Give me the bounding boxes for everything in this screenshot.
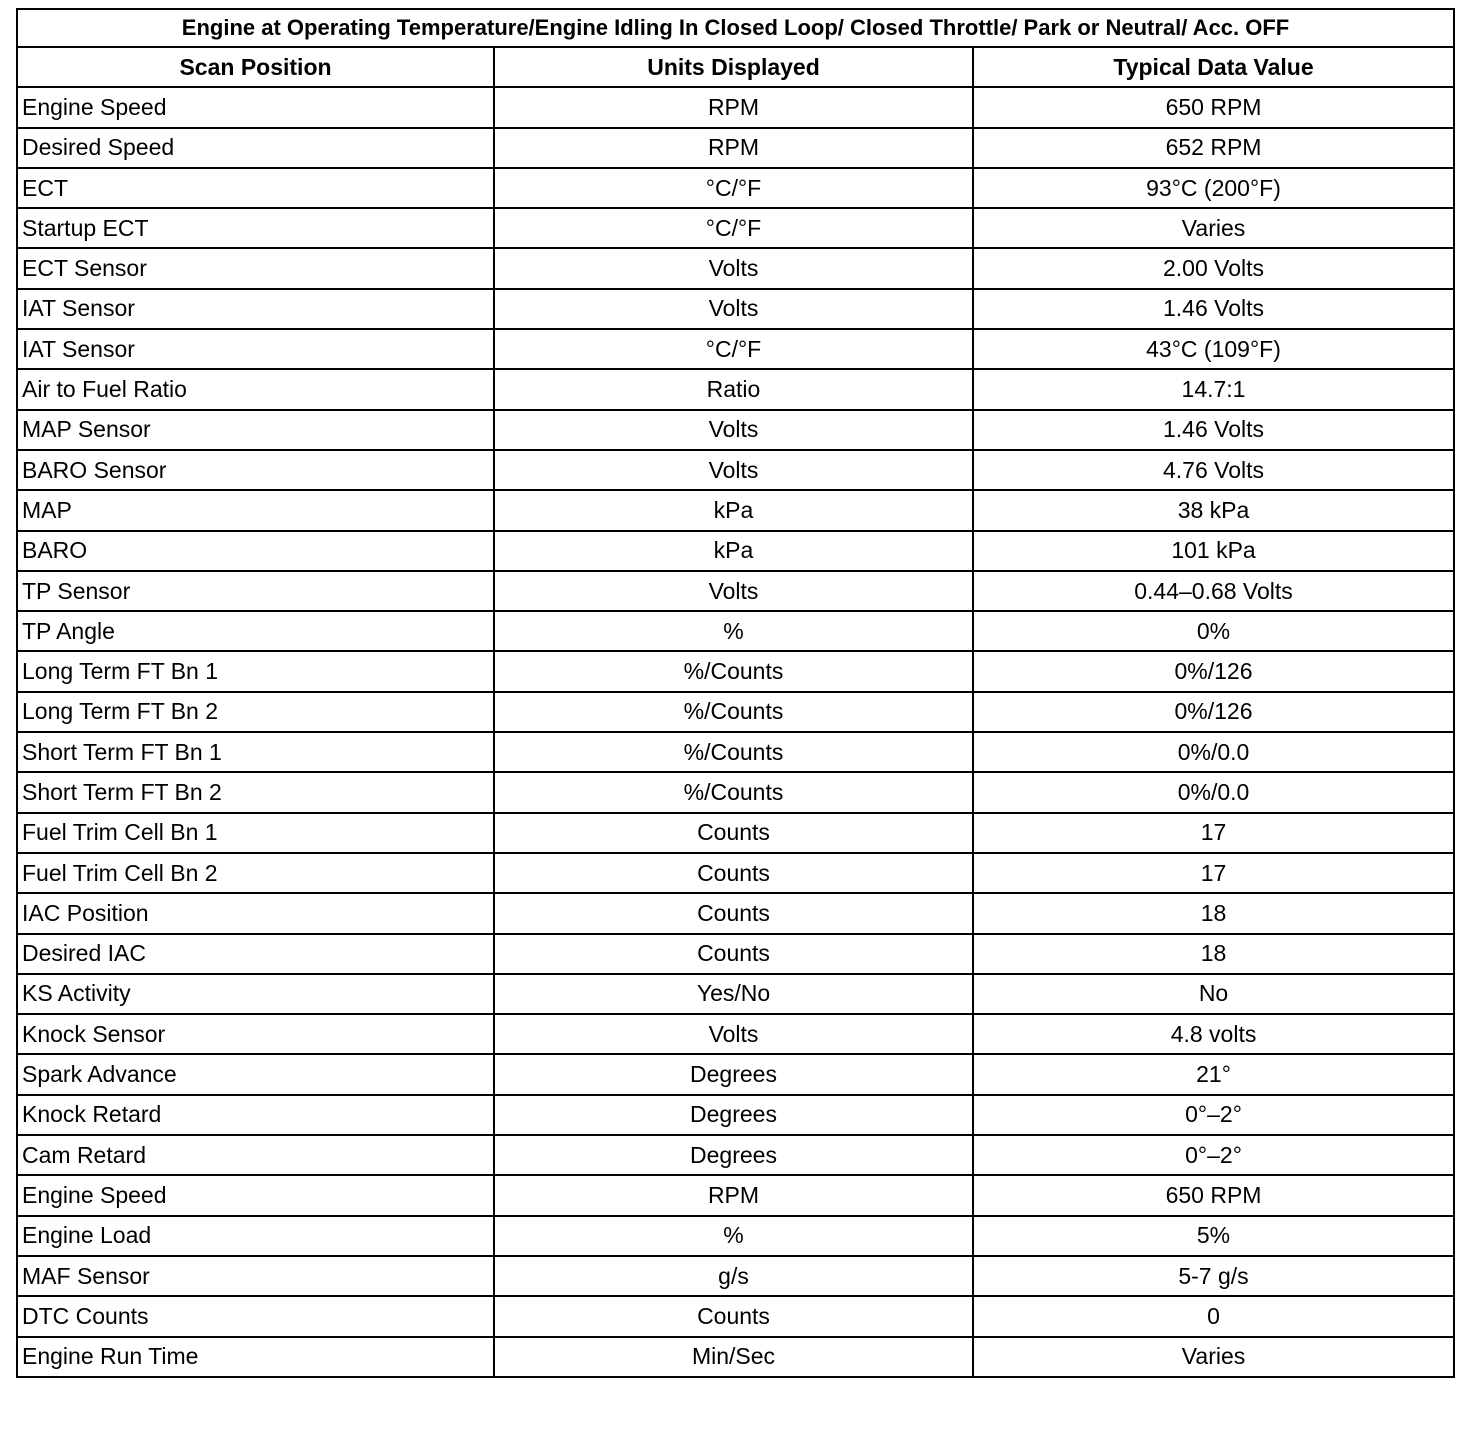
scan-position-cell: TP Angle <box>17 611 494 651</box>
units-cell: RPM <box>494 1175 973 1215</box>
scan-position-cell: Knock Retard <box>17 1095 494 1135</box>
header-typical-data-value: Typical Data Value <box>973 47 1454 87</box>
units-cell: Counts <box>494 893 973 933</box>
typical-value-cell: 0.44–0.68 Volts <box>973 571 1454 611</box>
table-row <box>17 853 1454 893</box>
table-row <box>17 692 1454 732</box>
table-row <box>17 369 1454 409</box>
typical-value-cell: 4.76 Volts <box>973 450 1454 490</box>
scan-position-cell: Short Term FT Bn 1 <box>17 732 494 772</box>
units-cell: kPa <box>494 490 973 530</box>
table-row <box>17 1014 1454 1054</box>
typical-value-cell: 0%/0.0 <box>973 772 1454 812</box>
scan-position-cell: Long Term FT Bn 2 <box>17 692 494 732</box>
typical-value-cell: 0%/126 <box>973 651 1454 691</box>
table-row <box>17 813 1454 853</box>
scan-position-cell: Desired Speed <box>17 128 494 168</box>
typical-value-cell: Varies <box>973 1337 1454 1377</box>
table-row <box>17 1135 1454 1175</box>
table-row <box>17 934 1454 974</box>
units-cell: %/Counts <box>494 772 973 812</box>
units-cell: Ratio <box>494 369 973 409</box>
table-row <box>17 611 1454 651</box>
scan-position-cell: DTC Counts <box>17 1296 494 1336</box>
scan-position-cell: BARO <box>17 531 494 571</box>
scan-data-sheet <box>16 8 1453 1378</box>
typical-value-cell: 18 <box>973 934 1454 974</box>
scan-position-cell: Startup ECT <box>17 208 494 248</box>
scan-position-cell: TP Sensor <box>17 571 494 611</box>
typical-value-cell: 0°–2° <box>973 1135 1454 1175</box>
scan-data-table <box>16 8 1455 1378</box>
typical-value-cell: 650 RPM <box>973 1175 1454 1215</box>
units-cell: kPa <box>494 531 973 571</box>
units-cell: Volts <box>494 571 973 611</box>
typical-value-cell: 0 <box>973 1296 1454 1336</box>
table-row <box>17 450 1454 490</box>
typical-value-cell: 2.00 Volts <box>973 248 1454 288</box>
scan-position-cell: Engine Speed <box>17 1175 494 1215</box>
header-scan-position: Scan Position <box>17 47 494 87</box>
units-cell: °C/°F <box>494 168 973 208</box>
table-row <box>17 168 1454 208</box>
typical-value-cell: 1.46 Volts <box>973 289 1454 329</box>
units-cell: %/Counts <box>494 692 973 732</box>
typical-value-cell: 650 RPM <box>973 87 1454 127</box>
units-cell: Volts <box>494 450 973 490</box>
table-row <box>17 1175 1454 1215</box>
typical-value-cell: 17 <box>973 853 1454 893</box>
typical-value-cell: 38 kPa <box>973 490 1454 530</box>
typical-value-cell: 43°C (109°F) <box>973 329 1454 369</box>
table-row <box>17 208 1454 248</box>
scan-position-cell: Cam Retard <box>17 1135 494 1175</box>
typical-value-cell: 4.8 volts <box>973 1014 1454 1054</box>
scan-position-cell: IAC Position <box>17 893 494 933</box>
units-cell: RPM <box>494 87 973 127</box>
units-cell: °C/°F <box>494 208 973 248</box>
table-row <box>17 128 1454 168</box>
table-row <box>17 410 1454 450</box>
units-cell: Degrees <box>494 1054 973 1094</box>
scan-position-cell: Fuel Trim Cell Bn 2 <box>17 853 494 893</box>
table-row <box>17 289 1454 329</box>
table-body <box>17 87 1454 1377</box>
table-row <box>17 571 1454 611</box>
table-row <box>17 490 1454 530</box>
units-cell: Degrees <box>494 1095 973 1135</box>
scan-position-cell: Desired IAC <box>17 934 494 974</box>
scan-position-cell: ECT <box>17 168 494 208</box>
table-row <box>17 772 1454 812</box>
header-row <box>17 47 1454 87</box>
table-row <box>17 87 1454 127</box>
scan-position-cell: ECT Sensor <box>17 248 494 288</box>
table-row <box>17 974 1454 1014</box>
units-cell: %/Counts <box>494 732 973 772</box>
units-cell: Counts <box>494 813 973 853</box>
scan-position-cell: Short Term FT Bn 2 <box>17 772 494 812</box>
typical-value-cell: 5-7 g/s <box>973 1256 1454 1296</box>
table-row <box>17 893 1454 933</box>
units-cell: % <box>494 611 973 651</box>
typical-value-cell: 0°–2° <box>973 1095 1454 1135</box>
table-row <box>17 1095 1454 1135</box>
units-cell: Degrees <box>494 1135 973 1175</box>
typical-value-cell: 0% <box>973 611 1454 651</box>
title-row <box>17 9 1454 47</box>
table-row <box>17 651 1454 691</box>
table-row <box>17 329 1454 369</box>
typical-value-cell: 101 kPa <box>973 531 1454 571</box>
scan-position-cell: Knock Sensor <box>17 1014 494 1054</box>
table-title: Engine at Operating Temperature/Engine Idling In Closed Loop/ Closed Throttle/ Park or Neutral/ Acc. OFF <box>17 9 1454 47</box>
units-cell: Volts <box>494 248 973 288</box>
typical-value-cell: 0%/126 <box>973 692 1454 732</box>
scan-position-cell: MAF Sensor <box>17 1256 494 1296</box>
table-row <box>17 1054 1454 1094</box>
units-cell: °C/°F <box>494 329 973 369</box>
units-cell: RPM <box>494 128 973 168</box>
typical-value-cell: 5% <box>973 1216 1454 1256</box>
typical-value-cell: 21° <box>973 1054 1454 1094</box>
typical-value-cell: 0%/0.0 <box>973 732 1454 772</box>
scan-position-cell: IAT Sensor <box>17 289 494 329</box>
scan-position-cell: Fuel Trim Cell Bn 1 <box>17 813 494 853</box>
scan-position-cell: Spark Advance <box>17 1054 494 1094</box>
units-cell: Volts <box>494 289 973 329</box>
table-row <box>17 1296 1454 1336</box>
units-cell: Counts <box>494 853 973 893</box>
scan-position-cell: Engine Load <box>17 1216 494 1256</box>
scan-position-cell: MAP <box>17 490 494 530</box>
units-cell: Volts <box>494 410 973 450</box>
units-cell: Volts <box>494 1014 973 1054</box>
units-cell: % <box>494 1216 973 1256</box>
typical-value-cell: 652 RPM <box>973 128 1454 168</box>
table-row <box>17 732 1454 772</box>
typical-value-cell: 18 <box>973 893 1454 933</box>
typical-value-cell: Varies <box>973 208 1454 248</box>
typical-value-cell: 17 <box>973 813 1454 853</box>
units-cell: Yes/No <box>494 974 973 1014</box>
units-cell: g/s <box>494 1256 973 1296</box>
scan-position-cell: Engine Run Time <box>17 1337 494 1377</box>
scan-position-cell: Long Term FT Bn 1 <box>17 651 494 691</box>
table-row <box>17 531 1454 571</box>
table-row <box>17 248 1454 288</box>
typical-value-cell: 14.7:1 <box>973 369 1454 409</box>
header-units-displayed: Units Displayed <box>494 47 973 87</box>
units-cell: Counts <box>494 1296 973 1336</box>
scan-position-cell: IAT Sensor <box>17 329 494 369</box>
units-cell: %/Counts <box>494 651 973 691</box>
scan-position-cell: Engine Speed <box>17 87 494 127</box>
table-row <box>17 1256 1454 1296</box>
typical-value-cell: 1.46 Volts <box>973 410 1454 450</box>
table-row <box>17 1337 1454 1377</box>
table-row <box>17 1216 1454 1256</box>
scan-position-cell: KS Activity <box>17 974 494 1014</box>
typical-value-cell: 93°C (200°F) <box>973 168 1454 208</box>
scan-position-cell: BARO Sensor <box>17 450 494 490</box>
scan-position-cell: Air to Fuel Ratio <box>17 369 494 409</box>
scan-position-cell: MAP Sensor <box>17 410 494 450</box>
units-cell: Counts <box>494 934 973 974</box>
units-cell: Min/Sec <box>494 1337 973 1377</box>
typical-value-cell: No <box>973 974 1454 1014</box>
